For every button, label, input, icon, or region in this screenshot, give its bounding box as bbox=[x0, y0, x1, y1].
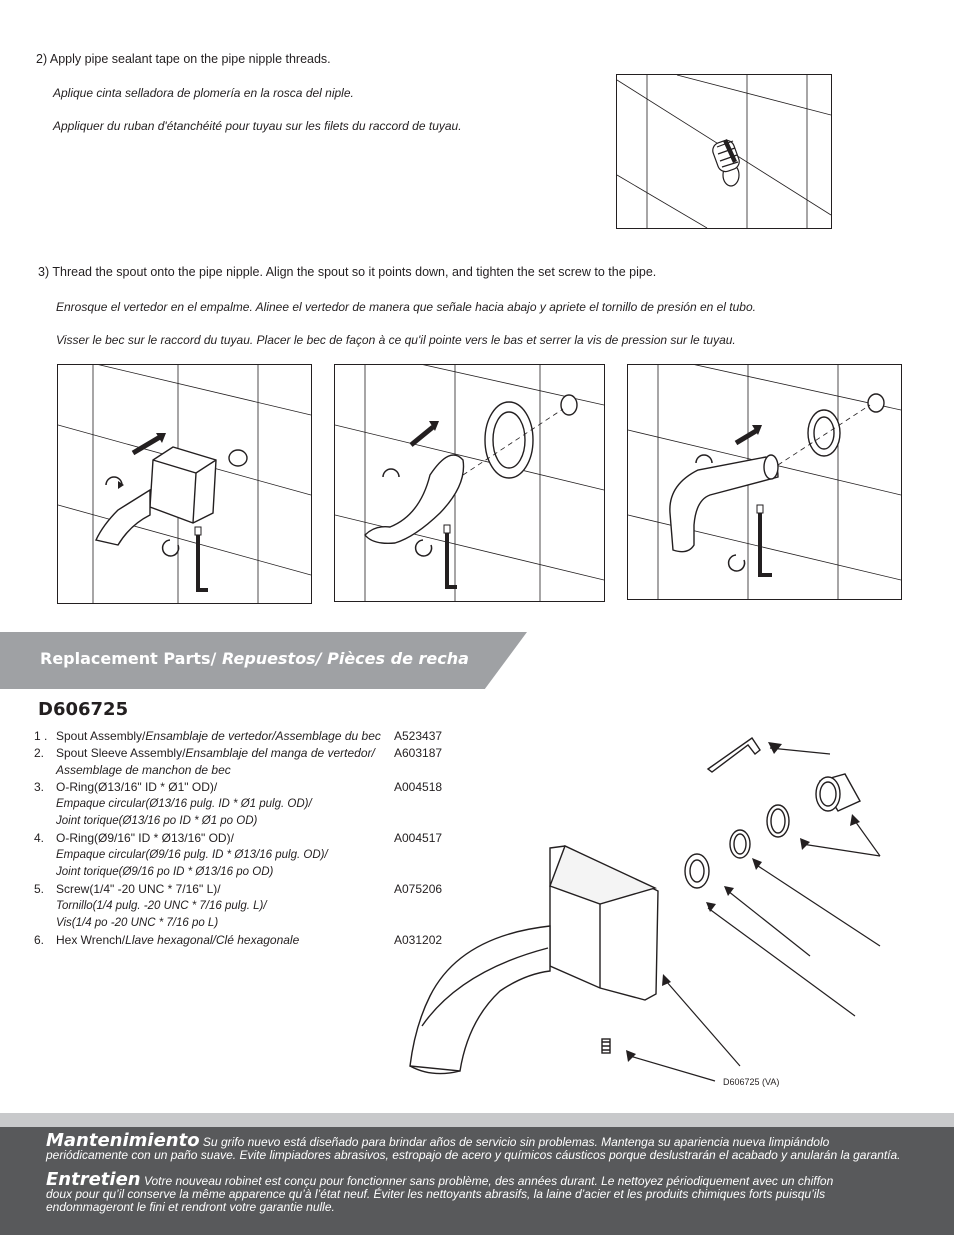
maintenance-es: Mantenimiento Su grifo nuevo está diseñado para brindar años de servicio sin problemas. Mantenga su apariencia nueva limpiándolo periódicamente con un paño suave. Evite limpiadores abrasivos, estropajo de acero y químicos cáusticos porque deslustrarán el acabado y anularán la garantía. bbox=[46, 1130, 901, 1162]
step3-instruction-es: Enrosque el vertedor en el empalme. Alinee el vertedor de manera que señale hacia abajo y apriete el tornillo de presión en el tubo. bbox=[56, 300, 756, 314]
part-row: 1 . Spout Assembly/Ensamblaje de vertedor/Assemblage du bec A523437 bbox=[34, 729, 443, 743]
step2-instruction: 2) Apply pipe sealant tape on the pipe nipple threads. bbox=[36, 52, 331, 66]
part-code: A075206 bbox=[394, 882, 443, 896]
step2-instruction-fr: Appliquer du ruban d'étanchéité pour tuyau sur les filets du raccord de tuyau. bbox=[53, 119, 462, 133]
install-curved-spout-illustration bbox=[334, 364, 605, 602]
part-row: 3. O-Ring(Ø13/16" ID * Ø1" OD)/ A004518 bbox=[34, 780, 443, 794]
exploded-parts-diagram bbox=[390, 726, 910, 1106]
parts-list: 1 . Spout Assembly/Ensamblaje de vertedor/Assemblage du bec A523437 2. Spout Sleeve Assembly/Ensamblaje del manga de vertedor/ A603187 Assemblage de manchon de bec 3. O-Ring(Ø13/16" ID * Ø1" OD)/ A004518 Empaque circular(Ø13/16 pulg. ID * Ø1 pulg. OD)/ Joint torique(Ø13/16 po ID * Ø1 po OD) 4. O-Ring(Ø9/16" ID * Ø13/16" OD)/ A004517 Empaque circular(Ø9/16 pulg. ID * Ø13/16 pulg. OD)/ Joint torique(Ø9/16 po ID * Ø13/16 po OD) 5. Screw(1/4" -20 UNC * 7/16" L)/ A075206 Tornillo(1/4 pulg. -20 UNC * 7/16 pulg. L)/ Vis(1/4 po -20 UNC * 7/16 po L) 6. Hex Wrench/Llave hexagonal/Clé hexagonale A031202 bbox=[30, 728, 460, 949]
step2-instruction-es: Aplique cinta selladora de plomería en la rosca del niple. bbox=[53, 86, 354, 100]
maintenance-fr: Entretien Votre nouveau robinet est conçu pour fonctionner sans problème, des années durant. Le nettoyez périodiquement avec un chiffon doux pour qu’il conserve la même apparence qu’à l’état neuf. Éviter les nettoyants abrasifs, la laine d’acier et les produits chimiques forts puisqu’ils endommageront le fini et rendront votre garantie nulle. bbox=[46, 1169, 834, 1214]
install-square-spout-illustration bbox=[57, 364, 312, 604]
part-row: 5. Screw(1/4" -20 UNC * 7/16" L)/ A075206 bbox=[34, 882, 443, 896]
part-code: A523437 bbox=[394, 729, 443, 743]
pipe-tape-illustration bbox=[616, 74, 832, 229]
model-number: D606725 bbox=[38, 699, 129, 720]
part-code: A031202 bbox=[394, 933, 443, 947]
part-row: 4. O-Ring(Ø9/16" ID * Ø13/16" OD)/ A004517 bbox=[34, 831, 443, 845]
part-row: 6. Hex Wrench/Llave hexagonal/Clé hexagonale A031202 bbox=[34, 933, 443, 947]
step3-instruction-fr: Visser le bec sur le raccord du tuyau. Placer le bec de façon à ce qu'il pointe vers le bas et serrer la vis de pression sur le tuyau. bbox=[56, 333, 736, 347]
install-round-spout-illustration bbox=[627, 364, 902, 600]
step3-instruction: 3) Thread the spout onto the pipe nipple. Align the spout so it points down, and tighten the set screw to the pipe. bbox=[38, 265, 657, 279]
part-code: A004518 bbox=[394, 780, 443, 794]
diagram-label: D606725 (VA) bbox=[723, 1077, 780, 1087]
part-code: A603187 bbox=[394, 746, 443, 760]
maintenance-footer bbox=[0, 1127, 954, 1235]
footer-divider bbox=[0, 1113, 954, 1127]
part-row: 2. Spout Sleeve Assembly/Ensamblaje del manga de vertedor/ A603187 bbox=[34, 746, 443, 760]
replacement-parts-title: Replacement Parts/ Repuestos/ Pièces de recha bbox=[40, 649, 469, 668]
part-code: A004517 bbox=[394, 831, 443, 845]
